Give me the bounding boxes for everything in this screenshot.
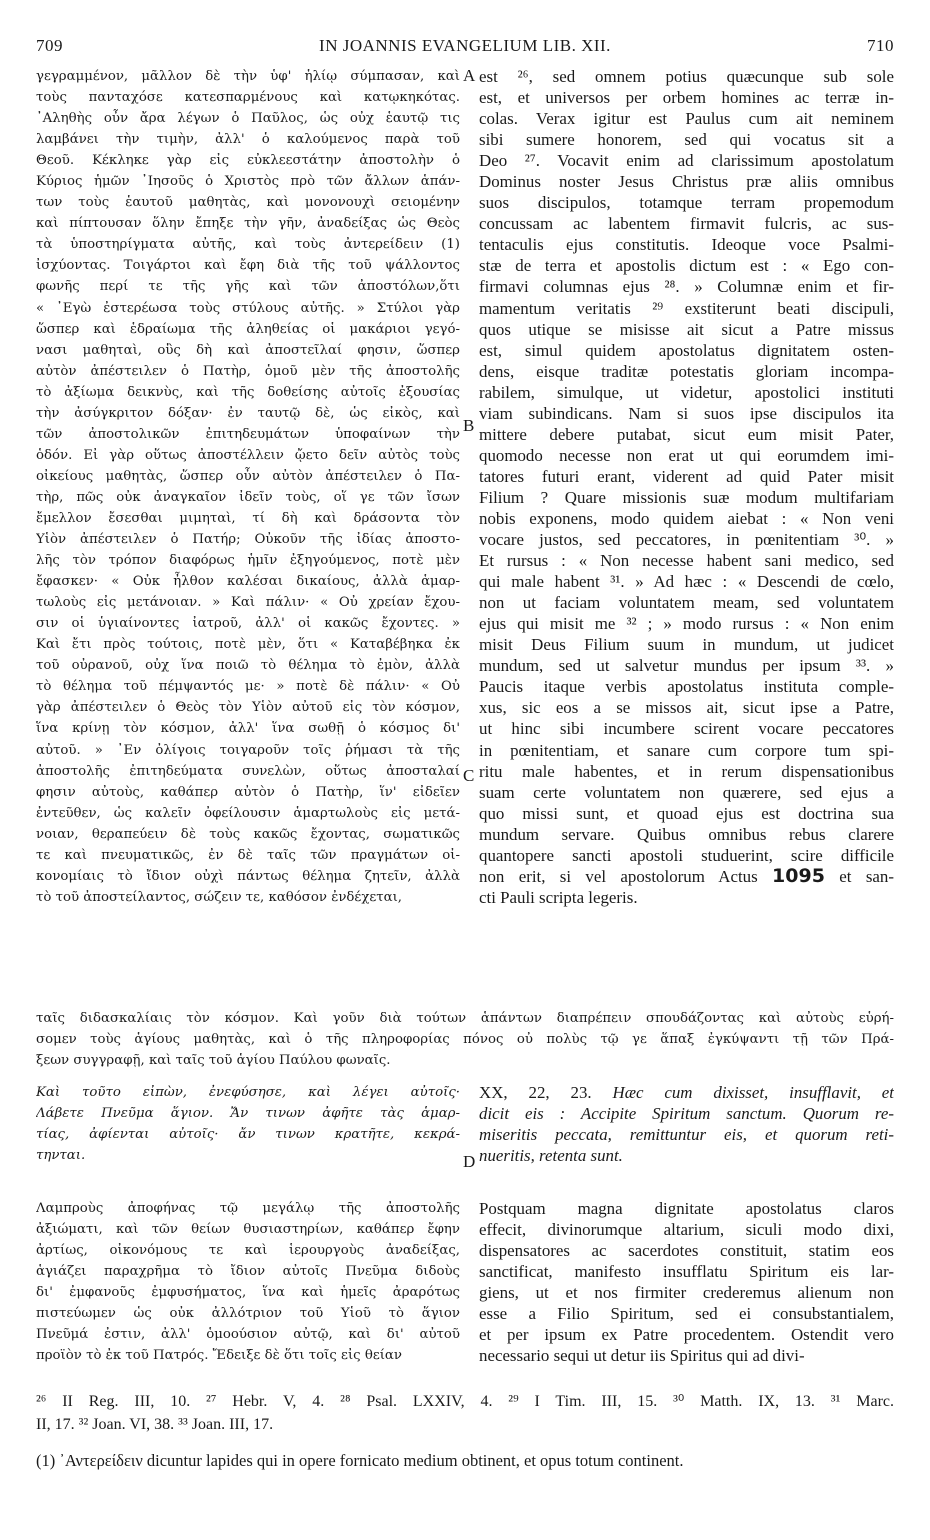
greek-text-line: ἀρτίως, οἰκονόμους τε καὶ ἱερουργοὺς ἀναδείξας, [36, 1243, 460, 1259]
greek-lemma-line: Λάβετε Πνεῦμα ἅγιον. Ἄν τινων ἀφῆτε τὰς ἁμαρ- [36, 1106, 460, 1122]
greek-text-line: λαμβάνει τὴν τιμὴν, ἀλλ' ὁ καλούμενος παρὰ τοῦ [36, 132, 460, 148]
latin-text-line: Filium ? Quare missionis suæ modum multifariam [479, 487, 894, 507]
latin-text-fragment: et san- [839, 866, 894, 886]
latin-text-line: Postquam magna dignitate apostolatus claros [479, 1199, 894, 1218]
latin-text-line: colas. Verax igitur est Paulus cum ait neminem [479, 109, 894, 129]
latin-text-line: sanctificat, manifesto insufflatu Spiritum eis lar- [479, 1262, 894, 1282]
footnote: (1) ᾿Αντερείδειν dicuntur lapides qui in opere fornicato medium obtinent, et opus totum continent. [36, 1451, 684, 1470]
greek-text-line: τὸ ἀξίωμα δεικνὺς, καὶ τῆς δοθείσης αὐτοῖς ἐξουσίας [36, 384, 460, 400]
latin-text-line: rabilem, simulque, ut videtur, apostolici instituti [479, 382, 894, 402]
greek-text-line: ξεων συγγραφῇ, καὶ ταῖς τοῦ ἁγίου Παύλου φωναῖς. [36, 1053, 391, 1069]
greek-lemma-line: Καὶ τοῦτο εἰπὼν, ἐνεφύσησε, καὶ λέγει αὐτοῖς· [36, 1085, 460, 1100]
latin-text-line: stæ de terra et apostolis dictum est : « Ego con- [479, 256, 894, 276]
latin-text-line: Et rursus : « Non necesse habent sani medico, sed [479, 551, 894, 571]
greek-text-line: γὰρ ἀπέστειλεν ὁ Θεὸς τὸν Υἱὸν αὐτοῦ εἰς τὸν κόσμον, [36, 700, 460, 716]
greek-text-line: των τοὺς ἑαυτοῦ μαθητὰς, καὶ μονονουχὶ σειομένην [36, 195, 460, 211]
page-number-right: 710 [867, 36, 894, 55]
latin-text-line: quos utique se misisse ait sicut a Patre missus [479, 319, 894, 339]
latin-text-line: non ut faciam voluntatem meam, sed voluntatem [479, 593, 894, 613]
greek-text-line: δι' ἐμφανοῦς ἐμφυσήματος, ἵνα καὶ ἡμεῖς ἀραρότως [36, 1285, 460, 1301]
latin-text-line: necessario sequi ut detur iis Spiritus qui ad divi- [479, 1346, 805, 1366]
latin-text-line: sibi sumere honorem, sed qui vocatus sit a [479, 130, 894, 150]
page-number-left: 709 [36, 36, 63, 55]
latin-text-line: xus, sic eos a se missos ait, sicut ipse a Patre, [479, 698, 894, 718]
latin-text-line: effecit, divinorumque altarium, siculi modo dixi, [479, 1220, 894, 1240]
greek-text-line: τῶν ἀποστολικῶν ἐπιτηδευμάτων ὑποφαίνων τὴν [36, 426, 460, 442]
greek-column-bottom [36, 1198, 460, 1366]
latin-text-line: Deo ²⁷. Vocavit enim ad clarissimum apostolatum [479, 151, 894, 171]
latin-scripture-lemma [479, 1082, 894, 1166]
greek-text-line: ὁδόν. Εἰ γὰρ οὕτως ἀποστέλλειν ᾤετο δεῖν αὐτὸς τοὺς [36, 447, 460, 463]
latin-lemma-line: dicit eis : Accipite Spiritum sanctum. Quorum re- [479, 1104, 894, 1124]
latin-text-line: nobis exponens, modo quidem aiebat : « Non veni [479, 508, 894, 528]
latin-text-line: est, et universos per orbem homines ac terræ in- [479, 88, 894, 108]
latin-text-line: quomodo necesse non erat ut qui eorumdem imi- [479, 445, 894, 465]
greek-text-line: νοιαν, θεραπεύειν δὲ τοὺς κακῶς ἔχοντας, σωματικῶς [36, 826, 460, 842]
greek-text-line: « ᾿Εγὼ ἐστερέωσα τοὺς στύλους αὐτῆς. » Στύλοι γὰρ [36, 300, 460, 316]
scripture-note-line: ²⁶ II Reg. III, 10. ²⁷ Hebr. V, 4. ²⁸ Psal. LXXIV, 4. ²⁹ I Tim. III, 15. ³⁰ Matth. IX, 13. ³¹ Marc. [36, 1393, 894, 1410]
latin-text-line: qui male habent ³¹. » Ad hæc : « Descendi de cœlo, [479, 572, 894, 592]
latin-text-line: ejus qui misit me ³² ; » modo rursus : « Non enim [479, 614, 894, 634]
greek-text-line: φωνῆς περί τε τῆς γῆς καὶ τῶν ἀποστόλων,ὅτι [36, 279, 460, 295]
greek-text-line: οἰκείους μαθητὰς, ὥσπερ οὖν αὐτὸν ἀπέστειλεν ὁ Πα- [36, 468, 460, 484]
latin-lemma-line: nueritis, retenta sunt. [479, 1146, 623, 1166]
greek-text-line: τοῦ οὐρανοῦ, οὐχ ἵνα ποιῶ τὸ θέλημα τὸ ἐμὸν, ἀλλὰ [36, 658, 460, 674]
margin-letter-b: B [463, 416, 475, 435]
latin-text-line: ut hinc sibi incumbere scirent vocare peccatores [479, 719, 894, 739]
scripture-note-line: II, 17. ³² Joan. VI, 38. ³³ Joan. III, 17. [36, 1416, 274, 1433]
greek-text-line: ὥσπερ καὶ ἑδραίωμα τῆς ἀληθείας οἱ μακάριοι γεγό- [36, 321, 460, 337]
greek-text-line: ἔμελλον ἔσεσθαι μιμηταὶ, τί δὴ καὶ δράσοντα τὸν [36, 510, 460, 526]
latin-text-line: mundum, sed ut salvetur mundus per ipsum ³³. » [479, 656, 894, 676]
greek-text-line: πιστεύωμεν ὡς οὐκ ἀλλότριον τοῦ Υἱοῦ τὸ ἅγιον [36, 1306, 460, 1322]
column-number-marker: 1095 [772, 865, 825, 887]
latin-text-line: vocare justos, sed peccatores, in pœnitentiam ³⁰. » [479, 530, 894, 550]
greek-text-line: τὸ τοῦ ἀποστείλαντος, σώζειν τε, καθόσον ἐνδέχεται, [36, 889, 403, 905]
latin-lemma-line: miseritis peccata, remittuntur eis, et quorum reti- [479, 1125, 894, 1145]
greek-text-line: ἰσχύοντας. Τοιγάρτοι καὶ ἔφη διὰ τῆς τοῦ ψάλλοντος [36, 258, 460, 274]
greek-text-line: ἔφασκεν· « Οὐκ ἦλθον καλέσαι δικαίους, ἀλλὰ ἁμαρ- [36, 574, 460, 590]
greek-lemma-line: τίας, ἀφίενται αὐτοῖς· ἄν τινων κρατῆτε, κεκρά- [36, 1127, 460, 1143]
latin-text-line: dens, eisque traditæ potestatis gloriam incompa- [479, 361, 894, 381]
greek-text-line: ἀξιώματι, καὶ τῶν θείων θυσιαστηρίων, καθάπερ ἔφην [36, 1222, 460, 1238]
latin-text-line: est ²⁶, sed omnem potius quæcunque sub sole [479, 67, 894, 86]
latin-text-line: esse a Filio Spiritum, sed ei consubstantialem, [479, 1304, 894, 1324]
latin-text-line: tentaculis ejus constitutis. Ideoque voce Psalmi- [479, 235, 894, 255]
greek-text-line: τὸ θέλημα τοῦ πέμψαντός με· » ποτὲ δὲ πάλιν· « Οὐ [36, 679, 460, 695]
greek-text-line: Κύριος ἡμῶν ᾿Ιησοῦς ὁ Χριστὸς πρὸ τῶν ἄλλων ἁπάν- [36, 174, 460, 190]
greek-text-line: προϊὸν τὸ ἐκ τοῦ Πατρός. Ἔδειξε δὲ ὅτι τοῖς εἰς θείαν [36, 1348, 402, 1364]
greek-text-line: κονομίαις τὸ ἴδιον οὐχὶ πάντως θέλημα ζητεῖν, ἀλλὰ [36, 868, 460, 884]
greek-text-line: τὰ ὑποστηρίγματα αὐτῆς, καὶ τοὺς ἀντερείδειν (1) [36, 237, 460, 253]
margin-letter-a: A [463, 66, 476, 85]
page-header [36, 36, 894, 58]
greek-column-top [36, 66, 460, 908]
margin-letter-d: D [463, 1152, 476, 1171]
latin-text-line: Paucis itaque verbis apostolatus instituta comple- [479, 677, 894, 697]
latin-text-line: quantopere sancti apostoli studuerint, scire difficile [479, 845, 894, 865]
latin-text-line: in pœnitentiam, et sanare cum corpore tum spi- [479, 740, 894, 760]
latin-lemma-line [479, 1082, 894, 1103]
latin-text-line: concussam ac labentem firmavit fulcris, ac sus- [479, 214, 894, 234]
greek-text-line: Πνεῦμά ἐστιν, ἀλλ' ὁμοούσιον αὐτῷ, καὶ δι' αὐτοῦ [36, 1327, 460, 1343]
margin-letter-c: C [463, 766, 475, 785]
latin-text-line: Dominus noster Jesus Christus præ aliis omnibus [479, 172, 894, 192]
latin-text-line: est, simul quidem apostolatus dignitatem osten- [479, 340, 894, 360]
latin-text-line: dispensatores ac sacerdotes constituit, statim eos [479, 1241, 894, 1261]
latin-text-line: mundum servare. Quibus omnibus rebus clarere [479, 824, 894, 844]
running-title: IN JOANNIS EVANGELIUM LIB. XII. [319, 36, 611, 55]
greek-text-line: Θεοῦ. Κέκληκε γὰρ εἰς εὐκλεεστάτην ἀποστολὴν ὁ [36, 153, 460, 169]
latin-text-line: viam subindicans. Nam si suos ipse discipulos ita [479, 403, 894, 423]
greek-text-line: φησιν αὐτοὺς, καθάπερ αὐτὸν ὁ Πατὴρ, ἵν' εἰδεῖεν [36, 784, 460, 800]
greek-text-line: ταῖς διδασκαλίαις τὸν κόσμον. Καὶ γοῦν διὰ τούτων ἁπάντων διαπρέπειν σπουδάζοντας καὶ αὐτοὺς εὑρή- [36, 1011, 894, 1026]
greek-text-line: Λαμπροὺς ἀποφήνας τῷ μεγάλῳ τῆς ἀποστολῆς [36, 1201, 460, 1216]
greek-text-line: τοὺς πανταχόσε κατεσπαρμένους καὶ κατῳκηκότας. [36, 90, 460, 106]
greek-text-line: τε καὶ πνευματικῶς, ἐν δὲ ταῖς τῶν πραγμάτων οἰ- [36, 847, 460, 863]
greek-text-line: ᾿Αληθὴς οὖν ἄρα λέγων ὁ Παῦλος, ὡς οὐχ ἑαυτῷ τις [36, 111, 460, 127]
latin-text-line: mittere debere putabat, sicut eum misit Pater, [479, 424, 894, 444]
latin-text-line: mamentum veritatis ²⁹ exstiterunt beati discipuli, [479, 298, 894, 318]
greek-text-line: γεγραμμένον, μᾶλλον δὲ τὴν ὑφ' ἡλίῳ σύμπασαν, καὶ [36, 69, 460, 84]
lemma-text: Hæc cum dixisset, insufflavit, et [612, 1083, 894, 1102]
greek-text-line: αὐτοῦ. » ᾿Εν ὀλίγοις τοιγαροῦν τοῖς ῥήμασι τὰ τῆς [36, 742, 460, 758]
greek-text-line: σομεν τοὺς ἁγίους μαθητὰς, καὶ ὁ τῆς πληροφορίας πόνος οὐ πολὺς τῷ γε ἅπαξ ἐγκύψαντι τῇ τῶν Πρά- [36, 1032, 894, 1048]
greek-text-line: τωλοὺς εἰς μετάνοιαν. » Καὶ πάλιν· « Οὐ χρείαν ἔχου- [36, 595, 460, 611]
verse-reference: XX, 22, 23. [479, 1083, 613, 1102]
latin-text-line: et per ipsum ex Patre procedentem. Ostendit vero [479, 1325, 894, 1345]
greek-text-line: Καὶ ἔτι πρὸς τούτοις, ποτὲ μὲν, ὅτι « Καταβέβηκα ἐκ [36, 637, 460, 653]
greek-full-width-passage [36, 1008, 894, 1071]
latin-column-bottom [479, 1198, 894, 1366]
scripture-references [36, 1390, 894, 1436]
latin-text-line: quo missi sunt, et quoad ejus est doctrina sua [479, 803, 894, 823]
latin-text-fragment: non erit, si vel apostolorum Actus [479, 866, 758, 886]
greek-text-line: νασι μαθηταὶ, οὓς δὴ καὶ ἀποστεῖλαί φησιν, ὥσπερ [36, 342, 460, 358]
greek-text-line: τὴν ἀσύγκριτον δόξαν· ἐν ταυτῷ δὲ, ὡς εἰκὸς, καὶ [36, 405, 460, 421]
latin-text-line [479, 866, 894, 887]
latin-text-line: giens, ut et nos firmiter crederemus alienum non [479, 1283, 894, 1303]
latin-text-line: cti Pauli scripta legeris. [479, 887, 638, 907]
latin-text-line: ritu male habentes, et in rerum dispensationibus [479, 761, 894, 781]
greek-text-line: λῆς τὸν τρόπον διαφόρως ἡμῖν ἐξηγούμενος, ποτὲ μὲν [36, 553, 460, 569]
latin-column-top [479, 66, 894, 908]
greek-text-line: ἵνα κρίνῃ τὸν κόσμον, ἀλλ' ἵνα σωθῇ ὁ κόσμος δι' [36, 721, 460, 737]
greek-lemma-line: τηνται. [36, 1148, 86, 1164]
latin-text-line: suos discipulos, totamque terram propemodum [479, 193, 894, 213]
greek-text-line: τὴρ, πῶς οὐκ ἀναγκαῖον ἰδεῖν τοὺς, οἵ γε τῶν ἴσων [36, 489, 460, 505]
greek-text-line: σιν οἱ ὑγιαίνοντες ἰατροῦ, ἀλλ' οἱ κακῶς ἔχοντες. » [36, 616, 460, 632]
greek-text-line: Υἱὸν ἀπέστειλεν ὁ Πατήρ; Οὐκοῦν τῆς ἰδίας ἀποστο- [36, 532, 460, 548]
greek-text-line: καὶ πίπτουσαν ὅλην ἔπηξε τὴν γῆν, ἀναδείξας ὡς Θεὸς [36, 216, 460, 232]
greek-text-line: ἁγιάζει παραχρῆμα τὸ ἴδιον αὐτοῖς Πνεῦμα διδοὺς [36, 1264, 460, 1280]
latin-text-line: misit Deus Filium suum in mundum, ut judicet [479, 635, 894, 655]
greek-text-line: ἐντεῦθεν, ὡς καλεῖν ὀφείλουσιν ἁμαρτωλοὺς εἰς μετά- [36, 805, 460, 821]
greek-text-line: αὐτὸν ἀπέστειλεν ὁ Πατὴρ, ὁμοῦ μὲν τῆς ἀποστολῆς [36, 363, 460, 379]
latin-text-line: suam certe voluntatem non quærere, sed ejus a [479, 782, 894, 802]
greek-text-line: ἀποστολῆς ἐπιτηδεύματα συνελὼν, οὕτως ἀποσταλαί [36, 763, 460, 779]
greek-scripture-lemma [36, 1082, 460, 1166]
latin-text-line: tatores futuri erant, viderent ad quid Pater misit [479, 466, 894, 486]
latin-text-line: firmavi columnas ejus ²⁸. » Columnæ enim et fir- [479, 277, 894, 297]
